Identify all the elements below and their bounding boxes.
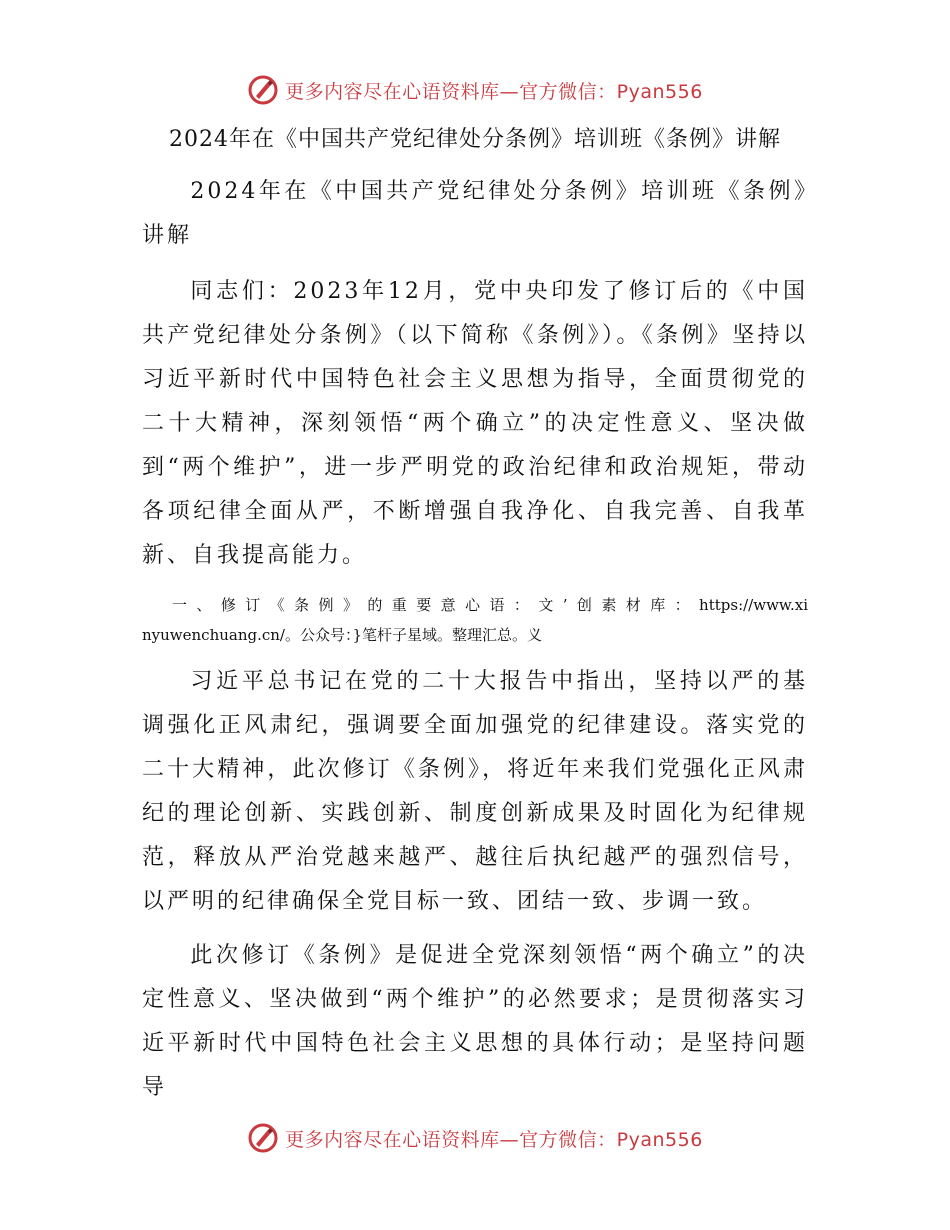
bottom-watermark-banner: [0, 1118, 950, 1158]
pen-swirl-logo-icon: [247, 74, 279, 106]
watermark-text: 更多内容尽在心语资料库—官方微信：Pyan556: [285, 80, 703, 103]
section-heading-rest: https://www.xinyuwenchuang.cn/。公众号：}笔杆子星域。整理汇总。义: [142, 596, 808, 644]
paragraph-1: 同志们：2023年12月，党中央印发了修订后的《中国共产党纪律处分条例》（以下简称《条例》）。《条例》坚持以习近平新时代中国特色社会主义思想为指导，全面贯彻党的二十大精神，深刻领悟“两个确立”的决定性意义、坚决做到“两个维护”，进一步严明党的政治纪律和政治规矩，带动各项纪律全面从严，不断增强自我净化、自我完善、自我革新、自我提高能力。: [142, 279, 808, 568]
paragraph-2: 习近平总书记在党的二十大报告中指出，坚持以严的基调强化正风肃纪，强调要全面加强党的纪律建设。落实党的二十大精神，此次修订《条例》，将近年来我们党强化正风肃纪的理论创新、实践创新、制度创新成果及时固化为纪律规范，释放从严治党越来越严、越往后执纪越严的强烈信号，以严明的纪律确保全党目标一致、团结一致、步调一致。: [142, 669, 808, 914]
pen-swirl-logo-icon: [247, 1122, 279, 1154]
section-heading-spaced: 一、修订《条例》的重要意心语：文’创素材库：: [172, 596, 700, 614]
document-title: 2024年在《中国共产党纪律处分条例》培训班《条例》讲解: [169, 127, 781, 152]
paragraph-3: 此次修订《条例》是促进全党深刻领悟“两个确立”的决定性意义、坚决做到“两个维护”的必然要求；是贯彻落实习近平新时代中国特色社会主义思想的具体行动；是坚持问题导: [142, 943, 808, 1100]
top-watermark-banner: [0, 70, 950, 110]
document-heading: 2024年在《中国共产党纪律处分条例》培训班《条例》讲解: [142, 179, 808, 248]
document-body: [142, 118, 808, 1120]
section-heading-line: [142, 590, 808, 650]
watermark-text: 更多内容尽在心语资料库—官方微信：Pyan556: [285, 1128, 703, 1151]
